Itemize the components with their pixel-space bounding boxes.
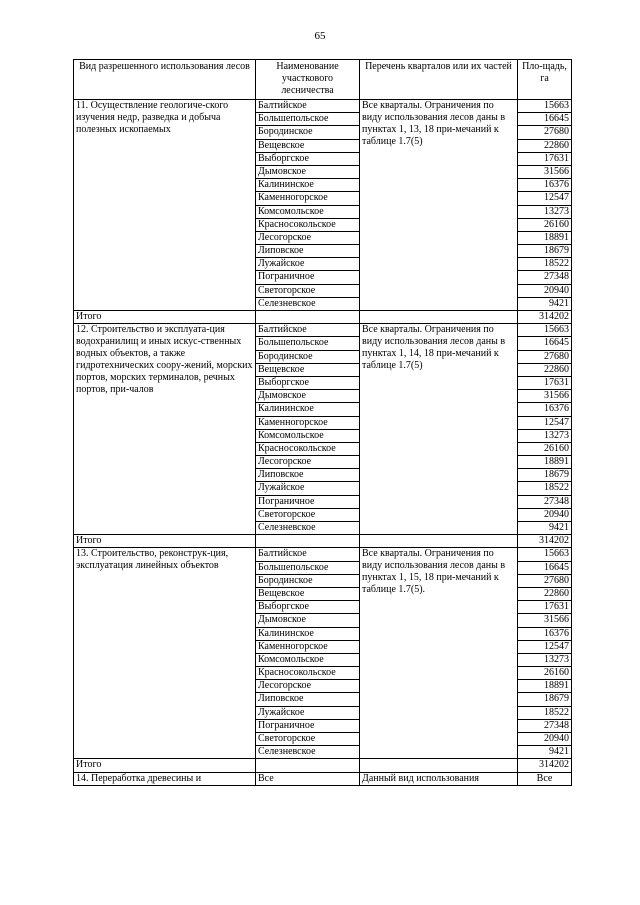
district-cell: Каменногорское (256, 192, 360, 205)
area-cell: 13273 (518, 429, 572, 442)
use-type-cell: 11. Осуществление геологиче-ского изучения недр, разведка и добыча полезных ископаемых (74, 100, 256, 311)
area-cell: Все (518, 772, 572, 785)
total-area: 314202 (518, 311, 572, 324)
district-cell: Селезневское (256, 746, 360, 759)
area-cell: 16645 (518, 561, 572, 574)
quarters-cell: Данный вид использования (360, 772, 518, 785)
district-cell: Балтийское (256, 548, 360, 561)
header-quarters: Перечень кварталов или их частей (360, 60, 518, 100)
area-cell: 16376 (518, 403, 572, 416)
area-cell: 9421 (518, 297, 572, 310)
table-row (74, 100, 572, 113)
area-cell: 9421 (518, 746, 572, 759)
district-cell: Лужайское (256, 482, 360, 495)
district-cell: Красносокольское (256, 667, 360, 680)
quarters-cell: Все кварталы. Ограничения по виду использования лесов даны в пунктах 1, 13, 18 при-мечаний к таблице 1.7(5) (360, 100, 518, 311)
district-cell: Комсомольское (256, 429, 360, 442)
table-row (74, 772, 572, 785)
district-cell: Липовское (256, 245, 360, 258)
area-cell: 27348 (518, 495, 572, 508)
district-cell: Пограничное (256, 495, 360, 508)
table-body (74, 100, 572, 786)
district-cell: Красносокольское (256, 218, 360, 231)
area-cell: 26160 (518, 442, 572, 455)
district-cell: Светогорское (256, 508, 360, 521)
area-cell: 26160 (518, 218, 572, 231)
district-cell: Комсомольское (256, 205, 360, 218)
district-cell: Бородинское (256, 350, 360, 363)
use-type-cell: 12. Строительство и эксплуата-ция водохранилищ и иных искус-ственных водных объектов, а также гидротехнических соору-жений, морских портов, морских терминалов, речных портов, при-чалов (74, 324, 256, 535)
district-cell: Выборгское (256, 601, 360, 614)
district-cell: Лужайское (256, 258, 360, 271)
total-row (74, 311, 572, 324)
district-cell: Пограничное (256, 271, 360, 284)
area-cell: 27680 (518, 574, 572, 587)
area-cell: 22860 (518, 139, 572, 152)
total-area: 314202 (518, 759, 572, 772)
area-cell: 20940 (518, 733, 572, 746)
district-cell: Светогорское (256, 284, 360, 297)
total-row (74, 535, 572, 548)
area-cell: 15663 (518, 324, 572, 337)
area-cell: 16376 (518, 627, 572, 640)
area-cell: 16645 (518, 337, 572, 350)
area-cell: 31566 (518, 390, 572, 403)
area-cell: 16376 (518, 179, 572, 192)
district-cell: Калининское (256, 627, 360, 640)
district-cell: Большепольское (256, 337, 360, 350)
area-cell: 12547 (518, 192, 572, 205)
district-cell: Выборгское (256, 152, 360, 165)
total-empty-district (256, 535, 360, 548)
district-cell: Комсомольское (256, 653, 360, 666)
district-cell: Калининское (256, 179, 360, 192)
area-cell: 17631 (518, 152, 572, 165)
area-cell: 27680 (518, 350, 572, 363)
area-cell: 9421 (518, 522, 572, 535)
district-cell: Липовское (256, 693, 360, 706)
area-cell: 15663 (518, 100, 572, 113)
total-empty-quarters (360, 535, 518, 548)
area-cell: 16645 (518, 113, 572, 126)
district-cell: Дымовское (256, 614, 360, 627)
district-cell: Вещевское (256, 587, 360, 600)
area-cell: 12547 (518, 416, 572, 429)
district-cell: Вещевское (256, 363, 360, 376)
district-cell: Большепольское (256, 113, 360, 126)
area-cell: 20940 (518, 284, 572, 297)
total-empty-district (256, 759, 360, 772)
area-cell: 17631 (518, 601, 572, 614)
use-type-cell: 13. Строительство, реконструк-ция, эксплуатация линейных объектов (74, 548, 256, 759)
quarters-cell: Все кварталы. Ограничения по виду использования лесов даны в пунктах 1, 15, 18 при-мечаний к таблице 1.7(5). (360, 548, 518, 759)
area-cell: 18522 (518, 482, 572, 495)
total-empty-district (256, 311, 360, 324)
area-cell: 15663 (518, 548, 572, 561)
header-area: Пло-щадь, га (518, 60, 572, 100)
area-cell: 13273 (518, 205, 572, 218)
district-cell: Пограничное (256, 719, 360, 732)
area-cell: 31566 (518, 165, 572, 178)
district-cell: Бородинское (256, 126, 360, 139)
total-empty-quarters (360, 311, 518, 324)
district-cell: Лесогорское (256, 456, 360, 469)
area-cell: 27680 (518, 126, 572, 139)
area-cell: 18679 (518, 245, 572, 258)
area-cell: 18522 (518, 258, 572, 271)
area-cell: 27348 (518, 271, 572, 284)
district-cell: Все (256, 772, 360, 785)
total-row (74, 759, 572, 772)
total-label: Итого (74, 535, 256, 548)
district-cell: Красносокольское (256, 442, 360, 455)
district-cell: Балтийское (256, 100, 360, 113)
area-cell: 18522 (518, 706, 572, 719)
total-empty-quarters (360, 759, 518, 772)
district-cell: Дымовское (256, 390, 360, 403)
district-cell: Бородинское (256, 574, 360, 587)
district-cell: Лесогорское (256, 231, 360, 244)
total-label: Итого (74, 759, 256, 772)
area-cell: 20940 (518, 508, 572, 521)
page-number: 65 (314, 30, 326, 42)
table-row (74, 548, 572, 561)
area-cell: 18891 (518, 456, 572, 469)
area-cell: 18891 (518, 231, 572, 244)
area-cell: 18891 (518, 680, 572, 693)
district-cell: Лесогорское (256, 680, 360, 693)
area-cell: 18679 (518, 693, 572, 706)
area-cell: 17631 (518, 376, 572, 389)
use-type-cell: 14. Переработка древесины и (74, 772, 256, 785)
district-cell: Селезневское (256, 522, 360, 535)
district-cell: Каменногорское (256, 640, 360, 653)
district-cell: Вещевское (256, 139, 360, 152)
district-cell: Липовское (256, 469, 360, 482)
district-cell: Большепольское (256, 561, 360, 574)
forest-use-table (73, 59, 572, 786)
area-cell: 13273 (518, 653, 572, 666)
quarters-cell: Все кварталы. Ограничения по виду использования лесов даны в пунктах 1, 14, 18 при-мечаний к таблице 1.7(5) (360, 324, 518, 535)
district-cell: Выборгское (256, 376, 360, 389)
area-cell: 26160 (518, 667, 572, 680)
header-district: Наименование участкового лесничества (256, 60, 360, 100)
district-cell: Светогорское (256, 733, 360, 746)
district-cell: Дымовское (256, 165, 360, 178)
area-cell: 27348 (518, 719, 572, 732)
area-cell: 12547 (518, 640, 572, 653)
table-header-row (74, 60, 572, 100)
area-cell: 22860 (518, 587, 572, 600)
total-label: Итого (74, 311, 256, 324)
district-cell: Каменногорское (256, 416, 360, 429)
area-cell: 18679 (518, 469, 572, 482)
district-cell: Лужайское (256, 706, 360, 719)
area-cell: 22860 (518, 363, 572, 376)
table-row (74, 324, 572, 337)
total-area: 314202 (518, 535, 572, 548)
area-cell: 31566 (518, 614, 572, 627)
district-cell: Калининское (256, 403, 360, 416)
district-cell: Балтийское (256, 324, 360, 337)
district-cell: Селезневское (256, 297, 360, 310)
header-use: Вид разрешенного использования лесов (74, 60, 256, 100)
